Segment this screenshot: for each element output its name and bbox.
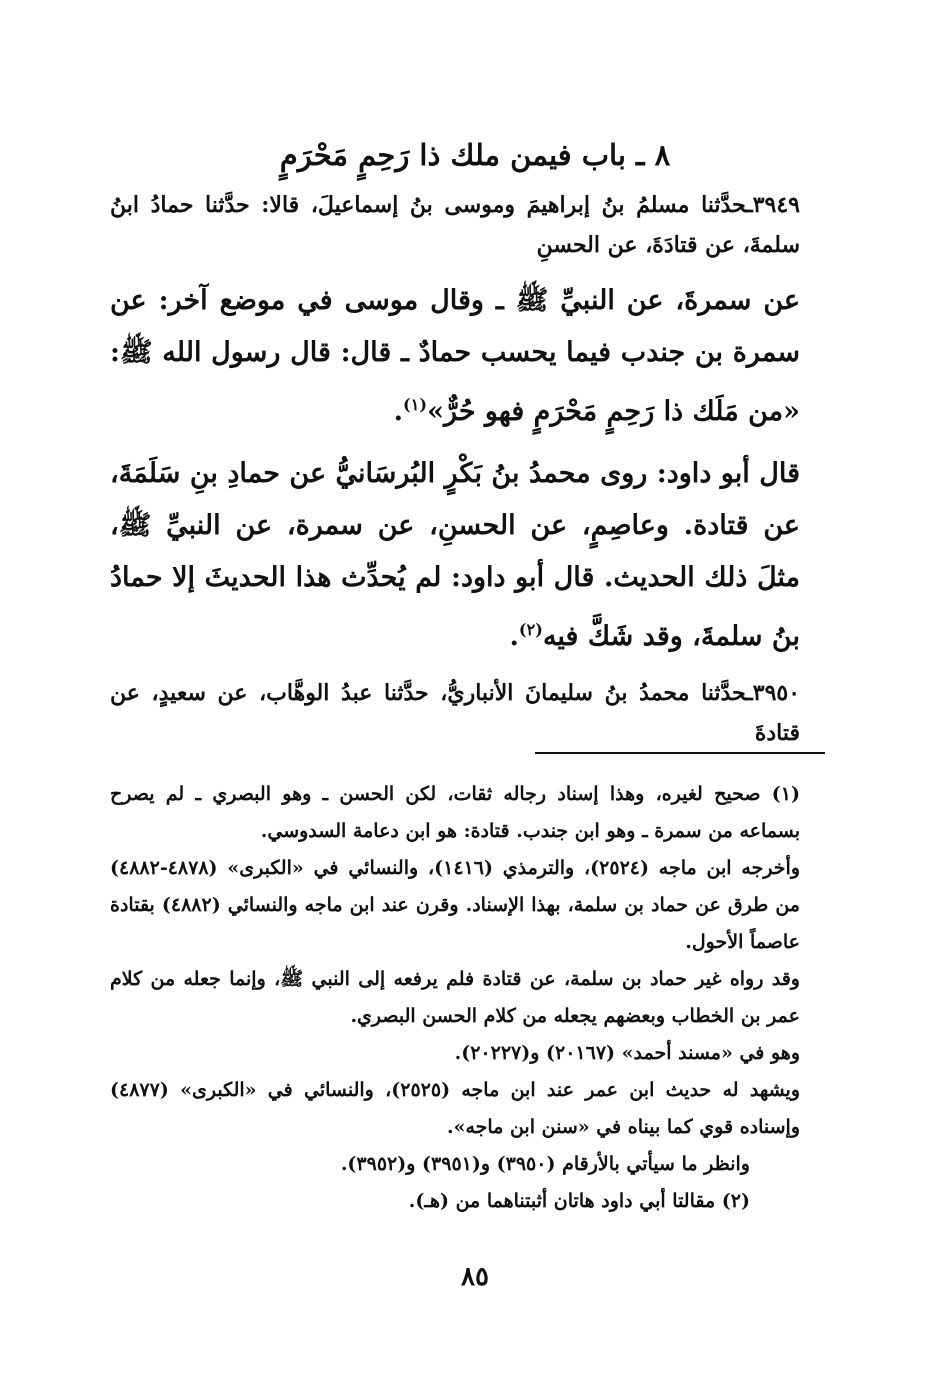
footnote-1-para-2: وأخرجه ابن ماجه (٢٥٢٤)، والترمذي (١٤١٦)، والنسائي في «الكبرى» (٤٨٧٨-٤٨٨٢) من طرق عن حماد بن سلمة، بهذا الإسناد. وقرن عند ابن ماجه والنسائي (٤٨٨٢) بقتادة عاصماً الأحول.: [110, 857, 800, 953]
hadith-number: ٣٩٤٩ـ: [746, 192, 800, 218]
page-number: ٨٥: [461, 1262, 489, 1292]
matn-end: .: [393, 396, 404, 427]
abu-dawud-comment: [110, 448, 800, 663]
footnote-1-para-1: (١) صحيح لغيره، وهذا إسناد رجاله ثقات، لكن الحسن ـ وهو البصري ـ لم يصرح بسماعه من سمرة ـ وهو ابن جندب. قتادة: هو ابن دعامة السدوسي.: [110, 783, 800, 842]
footnote-1-para-4: وهو في «مسند أحمد» (٢٠١٦٧) و(٢٠٢٢٧).: [454, 1042, 800, 1064]
footnote-1-para-3: وقد رواه غير حماد بن سلمة، عن قتادة فلم يرفعه إلى النبي ﷺ، وإنما جعله من كلام عمر بن الخطاب وبعضهم يجعله من كلام الحسن البصري.: [110, 968, 800, 1027]
comment-end: .: [509, 621, 519, 652]
footnote-1-para-6: وانظر ما سيأتي بالأرقام (٣٩٥٠) و(٣٩٥١) و(٣٩٥٢).: [340, 1153, 750, 1175]
footnote-2: (٢) مقالتا أبي داود هاتان أثبتناهما من (هـ).: [408, 1190, 750, 1212]
comment-text: قال أبو داود: روى محمدُ بنُ بَكْرٍ البُرسَانيُّ عن حمادِ بنِ سَلَمَةَ، عن قتادة. وعاصِمٍ، عن الحسنِ، عن سمرة، عن النبيِّ ﷺ، مثلَ ذلك الحديث. قال أبو داود: لم يُحدِّث هذا الحديثَ إلا حمادُ بنُ سلمةَ، وقد شَكَّ فيه: [110, 458, 800, 652]
hadith-3950-isnad: [110, 673, 800, 753]
main-text: [110, 185, 800, 753]
footnote-ref-1[interactable]: (١): [403, 395, 428, 414]
hadith-3949-matn: [110, 275, 800, 438]
chapter-heading: ٨ ـ باب فيمن ملك ذا رَحِمٍ مَحْرَمٍ: [279, 138, 671, 172]
footnote-1-para-5: ويشهد له حديث ابن عمر عند ابن ماجه (٢٥٢٥)، والنسائي في «الكبرى» (٤٨٧٧) وإسناده قوي كما بيناه في «سنن ابن ماجه».: [110, 1079, 800, 1138]
hadith-number: ٣٩٥٠ـ: [746, 680, 801, 706]
footnotes: [110, 776, 800, 1220]
hadith-3949-isnad: [110, 185, 800, 265]
footnote-ref-2[interactable]: (٢): [518, 620, 543, 639]
hadith-isnad-text: حدَّثنا مسلمُ بنُ إبراهيمَ وموسى بنُ إسماعيلَ، قالا: حدَّثنا حمادُ ابنُ سلمةَ، عن قتادَةَ، عن الحسنِ: [110, 192, 800, 258]
footnote-divider: [535, 752, 825, 754]
hadith-isnad-text: حدَّثنا محمدُ بنُ سليمانَ الأنباريُّ، حدَّثنا عبدُ الوهَّاب، عن سعيدٍ، عن قتادةَ: [110, 680, 800, 746]
matn-text: عن سمرةَ، عن النبيِّ ﷺ ـ وقال موسى في موضع آخر: عن سمرة بن جندب فيما يحسب حمادٌ ـ قال: قال رسول الله ﷺ: «من مَلَك ذا رَحِمٍ مَحْرَمٍ فهو حُرٌّ»: [110, 285, 800, 427]
